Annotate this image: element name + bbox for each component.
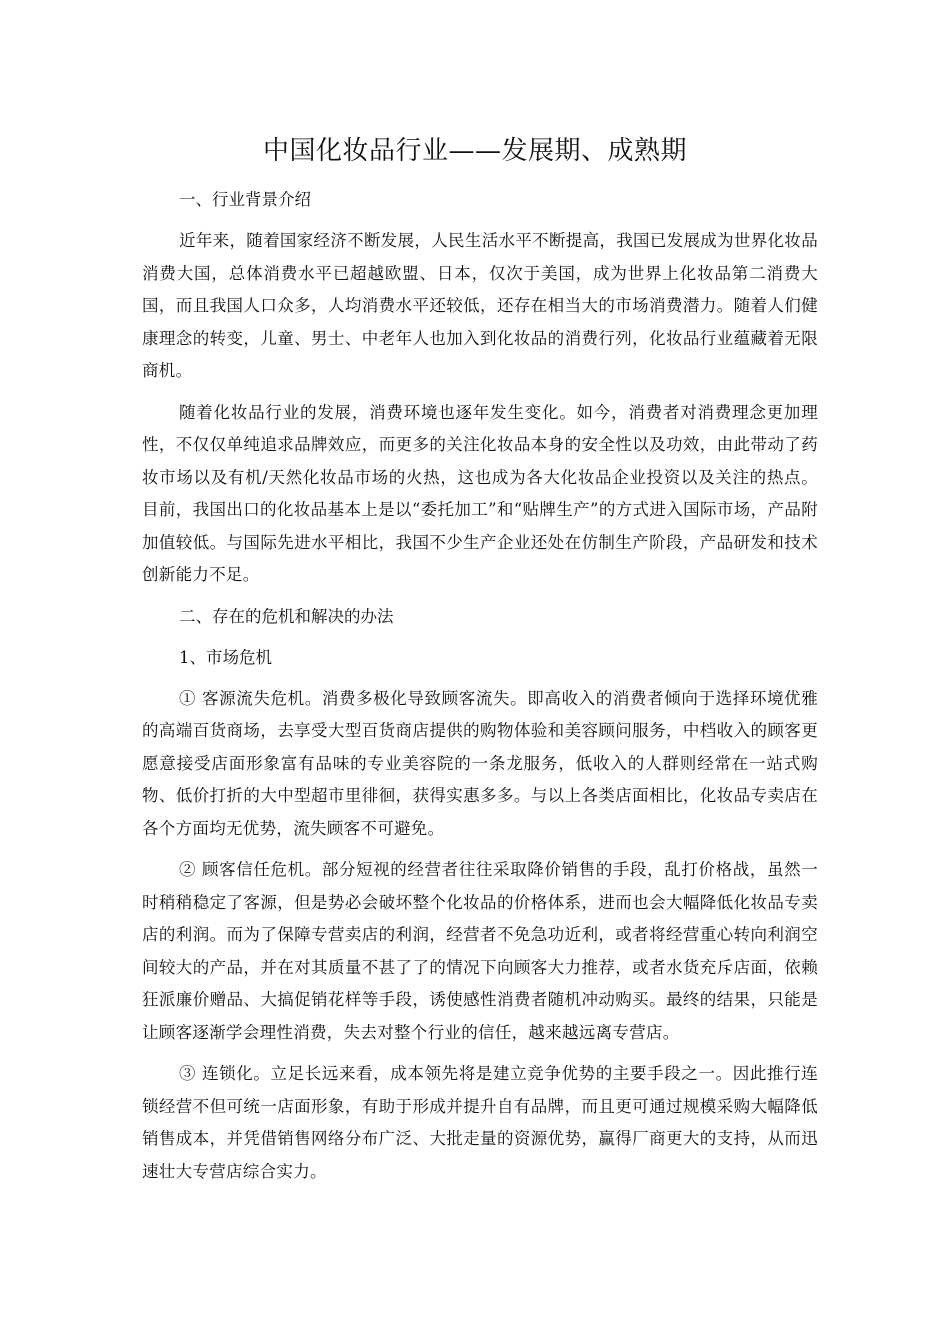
section-heading-background: 一、行业背景介绍: [179, 190, 311, 209]
paragraph-trust-crisis: ② 顾客信任危机。部分短视的经营者往往采取降价销售的手段，乱打价格战，虽然一时稍稍稳定了客源，但是势必会破坏整个化妆品的价格体系，进而也会大幅降低化妆品专卖店的利润。而为了保障专营卖店的利润，经营者不免急功近利，或者将经营重心转向利润空间较大的产品，并在对其质量不甚了了的情况下向顾客大力推荐，或者水货充斥店面，依赖狂派廉价赠品、大搞促销花样等手段，诱使感性消费者随机冲动购买。最终的结果，只能是让顾客逐渐学会理性消费，失去对整个行业的信任，越来越远离专营店。: [142, 860, 818, 1042]
subsection-heading-market-crisis: 1、市场危机: [179, 647, 272, 667]
paragraph-background-1: 近年来，随着国家经济不断发展，人民生活水平不断提高，我国已发展成为世界化妆品消费大国，总体消费水平已超越欧盟、日本，仅次于美国，成为世界上化妆品第二消费大国，而且我国人口众多，人均消费水平还较低，还存在相当大的市场消费潜力。随着人们健康理念的转变，儿童、男士、中老年人也加入到化妆品的消费行列，化妆品行业蕴藏着无限商机。: [142, 231, 818, 380]
paragraph-background-2: 随着化妆品行业的发展，消费环境也逐年发生变化。如今，消费者对消费理念更加理性，不仅仅单纯追求品牌效应，而更多的关注化妆品本身的安全性以及功效，由此带动了药妆市场以及有机/天然化妆品市场的火热，这也成为各大化妆品企业投资以及关注的热点。目前，我国出口的化妆品基本上是以“委托加工”和“贴牌生产”的方式进入国际市场，产品附加值较低。与国际先进水平相比，我国不少生产企业还处在仿制生产阶段，产品研发和技术创新能力不足。: [142, 402, 818, 584]
spacer: [142, 633, 818, 642]
spacer: [142, 592, 818, 601]
spacer: [142, 1049, 818, 1058]
spacer: [142, 845, 818, 854]
document-title: 中国化妆品行业——发展期、成熟期: [262, 136, 687, 166]
document-body: [142, 184, 818, 1188]
paragraph-customer-loss: ① 客源流失危机。消费多极化导致顾客流失。即高收入的消费者倾向于选择环境优雅的高端百货商场，去享受大型百货商店提供的购物体验和美容顾问服务，中档收入的顾客更愿意接受店面形象富有品味的专业美容院的一条龙服务，低收入的人群则经常在一站式购物、低价打折的大中型超市里徘徊，获得实惠多多。与以上各类店面相比，化妆品专卖店在各个方面均无优势，流失顾客不可避免。: [142, 688, 818, 838]
section-heading-crisis: 二、存在的危机和解决的办法: [179, 606, 394, 626]
spacer: [142, 216, 818, 225]
paragraph-chain-operation: ③ 连锁化。立足长远来看，成本领先将是建立竞争优势的主要手段之一。因此推行连锁经营不但可统一店面形象，有助于形成并提升自有品牌，而且更可通过规模采购大幅降低销售成本，并凭借销售网络分布广泛、大批走量的资源优势，赢得厂商更大的支持，从而迅速壮大专营店综合实力。: [142, 1064, 818, 1181]
spacer: [142, 388, 818, 397]
spacer: [142, 674, 818, 683]
